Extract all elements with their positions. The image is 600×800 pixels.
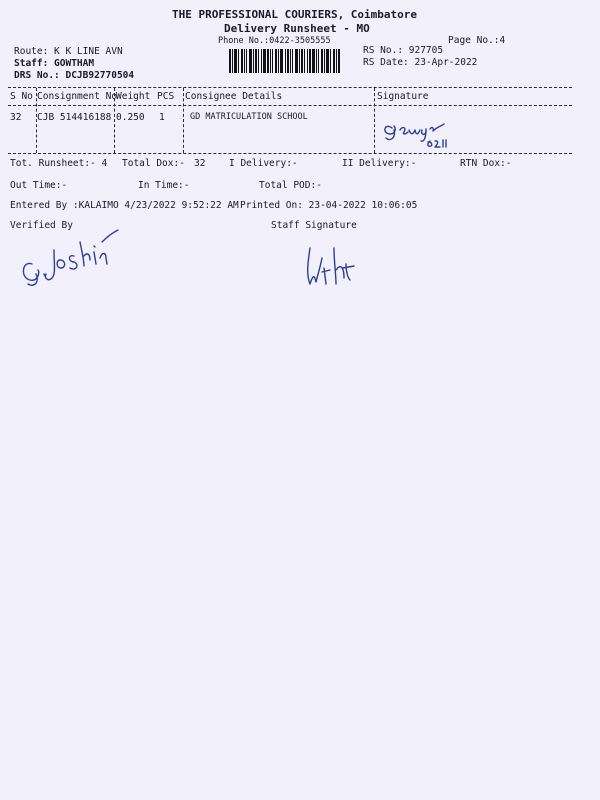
row-signature (380, 116, 470, 150)
barcode (229, 49, 356, 73)
drs-number: DRS No.: DCJB92770504 (14, 70, 135, 81)
row-sno: 32 (10, 112, 22, 123)
col-divider-4 (374, 88, 375, 153)
total-runsheet: Tot. Runsheet:- 4 (10, 158, 108, 169)
header-pcs: PCS (157, 91, 175, 102)
header-sno: S No (10, 91, 33, 102)
entered-by: Entered By :KALAIMO 4/23/2022 9:52:22 AM (10, 200, 239, 211)
header-signature: Signature (377, 91, 429, 102)
header-consignee: Consignee Details (185, 91, 283, 102)
table-header-rule (8, 105, 572, 106)
staff-signature-label: Staff Signature (271, 220, 357, 231)
out-time: Out Time:- (10, 180, 68, 191)
row-consignment: CJB 514416188 (37, 112, 112, 123)
header-consignment: Consignment No (37, 91, 118, 102)
document-title: THE PROFESSIONAL COURIERS, Coimbatore (172, 8, 418, 21)
document-subtitle: Delivery Runsheet - MO (224, 22, 370, 35)
total-pod: Total POD:- (259, 180, 322, 191)
header-weight: Weight (116, 91, 151, 102)
phone-number: Phone No.:0422-3505555 (218, 36, 331, 46)
verified-signature (14, 212, 124, 292)
total-dox-label: Total Dox:- (122, 158, 185, 169)
col-divider-3 (183, 88, 184, 153)
ii-delivery: II Delivery:- (342, 158, 417, 169)
total-dox-value: 32 (194, 158, 206, 169)
page-number: Page No.:4 (448, 35, 506, 46)
verified-by-label: Verified By (10, 220, 73, 231)
row-consignee: GD MATRICULATION SCHOOL (190, 112, 308, 122)
rtn-dox: RTN Dox:- (460, 158, 512, 169)
route: Route: K K LINE AVN (14, 46, 123, 57)
rs-date: RS Date: 23-Apr-2022 (363, 57, 478, 68)
staff-signature (300, 238, 370, 293)
i-delivery: I Delivery:- (229, 158, 298, 169)
table-bottom-rule (8, 153, 572, 154)
staff-name: Staff: GOWTHAM (14, 58, 95, 69)
in-time: In Time:- (138, 180, 190, 191)
rs-number: RS No.: 927705 (363, 45, 444, 56)
printed-on: Printed On: 23-04-2022 10:06:05 (240, 200, 418, 211)
table-top-rule (8, 87, 572, 88)
row-weight: 0.250 (116, 112, 145, 123)
row-pcs: 1 (159, 112, 165, 123)
